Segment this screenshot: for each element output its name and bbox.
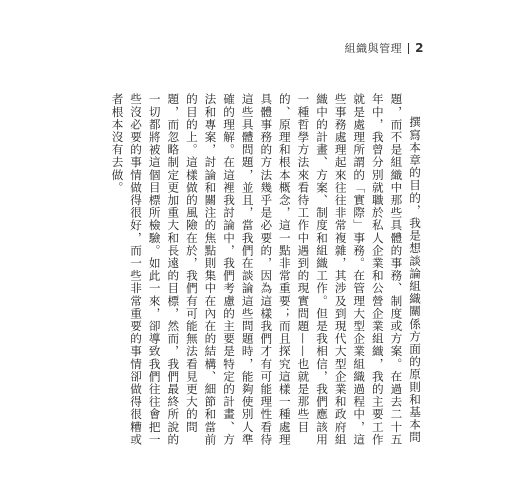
book-title: 組織與管理 — [344, 42, 403, 55]
running-header — [345, 40, 424, 56]
paragraph: 撰寫本章的目的，我是想談論組織關係方面的原則和基本問題，而不是組織中那些具體的事務、制度或方案。在過去二十五年中，我曾分別就職於私人企業和公營企業組織，我的主要工作就是處理所謂的「實際」事務。在管理大型企業組織過程中，這些事務處理起來往往非常複雜，其涉及到現代大型企業和政府組織中的計畫、方案、制度和組織工作。但是我相信，我們應該用一種哲學方法來看待工作中遇到的現實問題——也就是那些目的、原理和根本概念，這一點非常重要；而且探究這樣一種處理具體事務的方法幾乎是必要的，因為這樣我們才有可能理性看待這些具體問題，並且，當我們在談論這些問題時，能夠使別人準確的理解。在這裡我討論中，我們考慮的主要是特定的計畫、方法和專案，討論和關注的焦點則集中在內在的結構、細節和當前的目的上。這樣做的風險在於，我們有可能無法看見更大的問題，而忽略制定更加重大和長遠的目標，然而，我們最終所說的一切都將被這個目標所檢驗。如此一來，卻導致我們往往會把一些沒必要的事情做得很好，而一些非常重要的事情卻做得很糟或者根本沒有去做。 — [110, 93, 422, 446]
page-number: 2 — [415, 41, 424, 55]
body-text — [108, 93, 424, 453]
header-divider — [408, 43, 409, 54]
